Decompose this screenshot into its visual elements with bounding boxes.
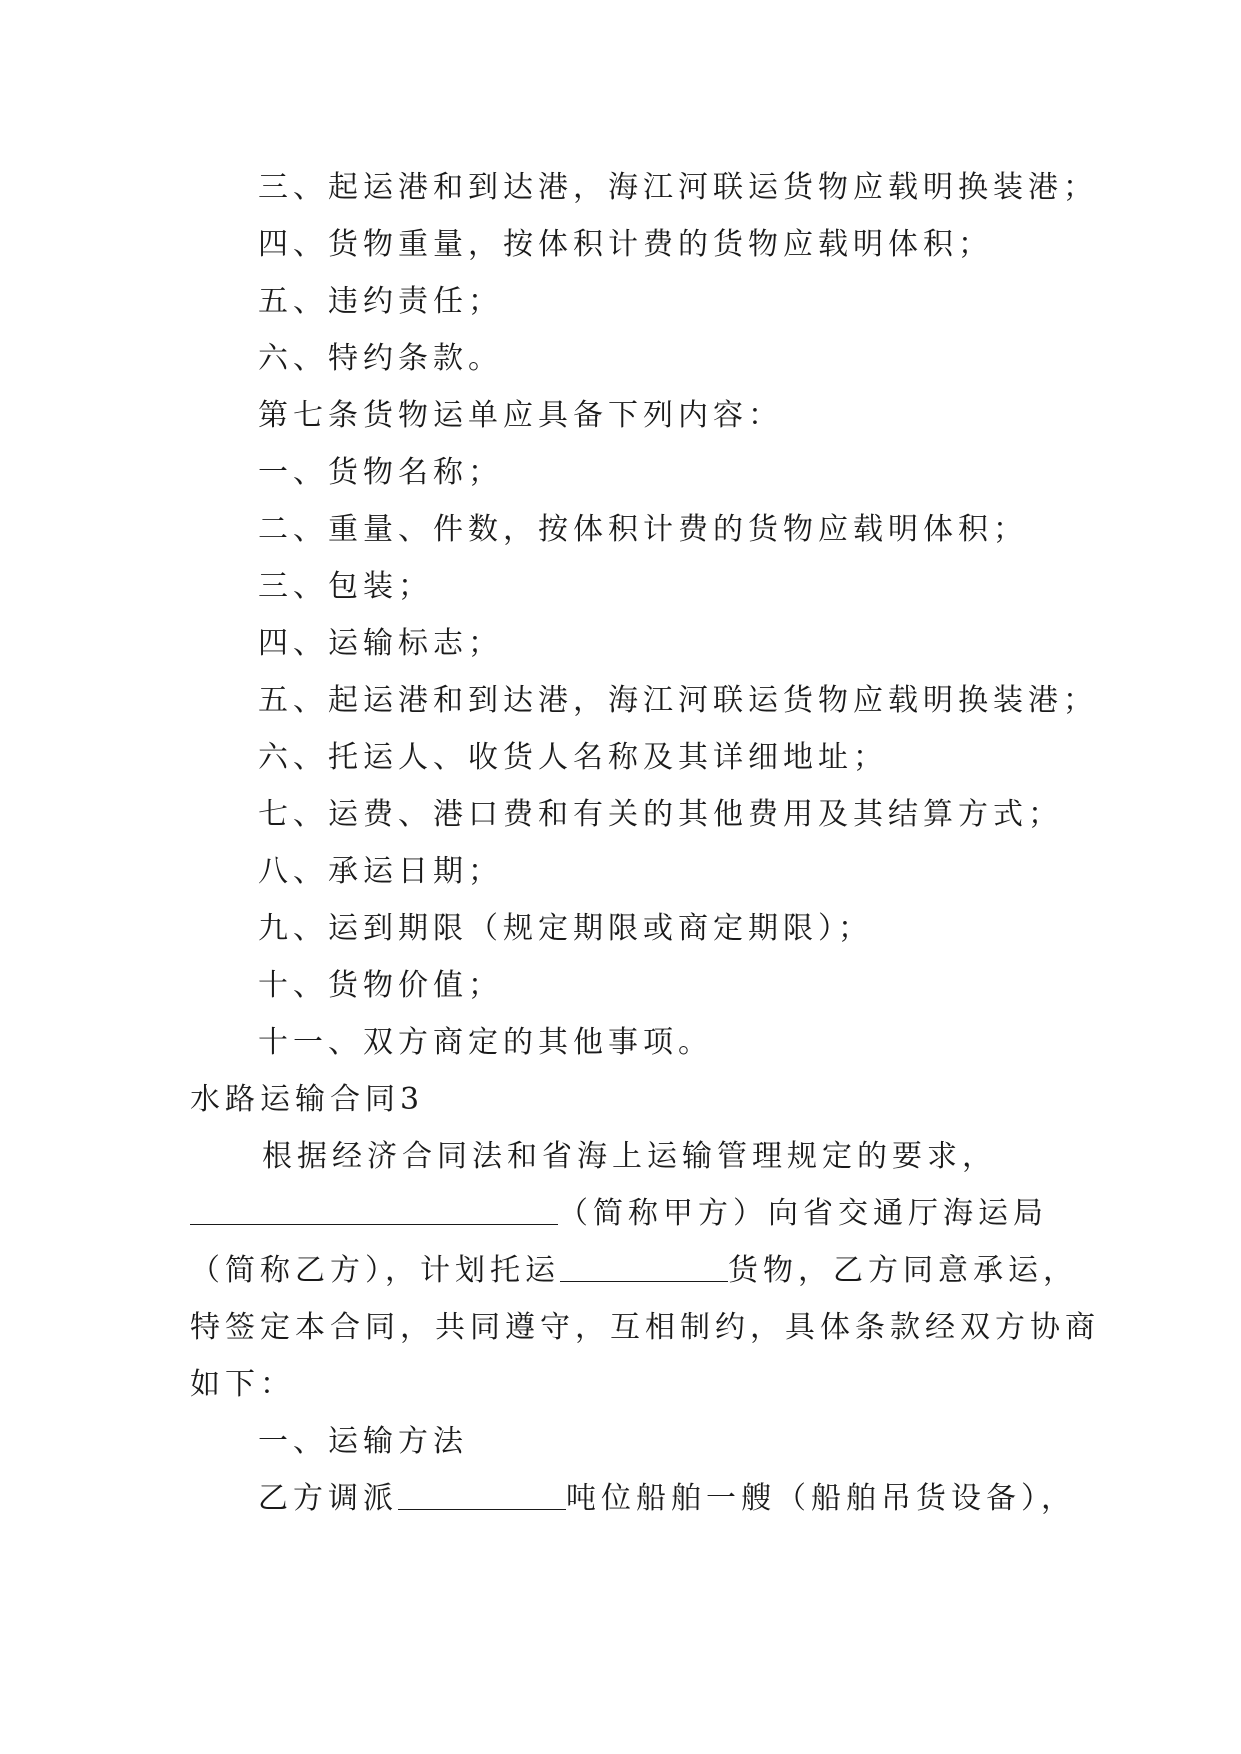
list-item: 十一、双方商定的其他事项。 (258, 1025, 713, 1060)
paragraph-line (190, 1194, 1070, 1234)
list-item: 九、运到期限（规定期限或商定期限）； (258, 911, 873, 946)
section-heading: 一、运输方法 (258, 1424, 468, 1459)
paragraph-text: 乙方调派 (258, 1481, 398, 1516)
section-title: 水路运输合同3 (190, 1082, 425, 1117)
list-item: 八、承运日期； (258, 854, 503, 889)
list-item: 五、起运港和到达港，海江河联运货物应载明换装港； (258, 683, 1098, 718)
paragraph-line: 如下： (190, 1367, 295, 1402)
article-heading: 第七条货物运单应具备下列内容： (258, 398, 783, 433)
paragraph-text: 吨位船舶一艘（船舶吊货设备）， (566, 1481, 1076, 1516)
paragraph-line (190, 1251, 1078, 1291)
list-item: 四、货物重量，按体积计费的货物应载明体积； (258, 227, 993, 262)
paragraph-text: （简称甲方）向省交通厅海运局 (558, 1196, 1048, 1231)
list-item: 十、货物价值； (258, 968, 503, 1003)
paragraph-line: 根据经济合同法和省海上运输管理规定的要求， (262, 1139, 997, 1174)
list-item: 六、特约条款。 (258, 341, 503, 376)
list-item: 三、包装； (258, 569, 433, 604)
list-item: 七、运费、港口费和有关的其他费用及其结算方式； (258, 797, 1063, 832)
list-item: 六、托运人、收货人名称及其详细地址； (258, 740, 888, 775)
paragraph-text: 货物，乙方同意承运， (728, 1253, 1078, 1288)
list-item: 二、重量、件数，按体积计费的货物应载明体积； (258, 512, 1028, 547)
list-item: 五、违约责任； (258, 284, 503, 319)
list-item: 三、起运港和到达港，海江河联运货物应载明换装港； (258, 170, 1098, 205)
paragraph-line (258, 1479, 1138, 1519)
paragraph-line: 特签定本合同，共同遵守，互相制约，具体条款经双方协商 (190, 1310, 1100, 1345)
fill-in-blank[interactable] (398, 1481, 566, 1510)
list-item: 一、货物名称； (258, 455, 503, 490)
fill-in-blank[interactable] (560, 1253, 728, 1282)
list-item: 四、运输标志； (258, 626, 503, 661)
fill-in-blank[interactable] (190, 1196, 558, 1225)
paragraph-text: （简称乙方），计划托运 (190, 1253, 560, 1288)
